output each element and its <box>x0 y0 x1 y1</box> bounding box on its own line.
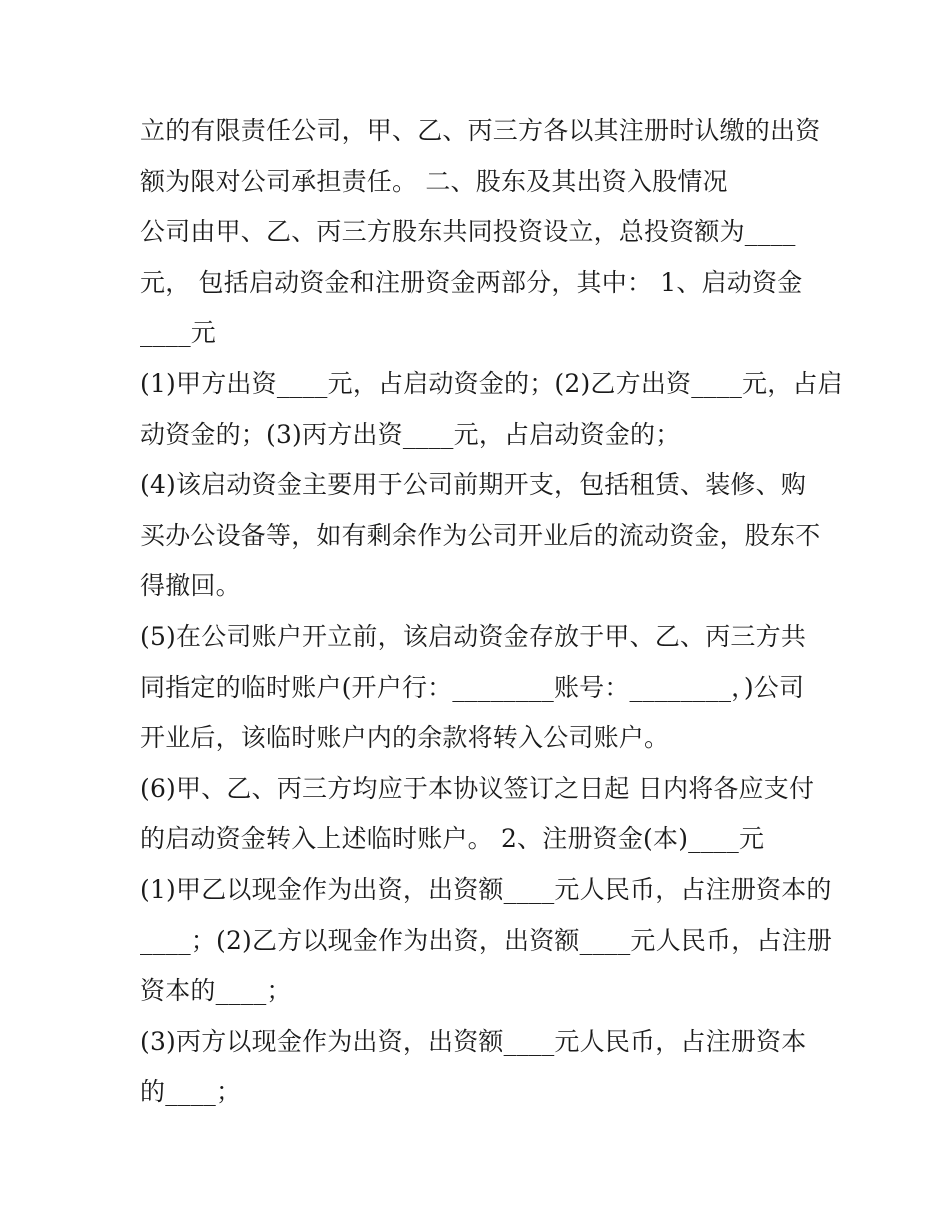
text-line: 额为限对公司承担责任。 二、股东及其出资入股情况 <box>140 166 728 196</box>
text-line: 买办公设备等，如有剩余作为公司开业后的流动资金，股东不 <box>140 520 821 550</box>
text-line: (5)在公司账户开立前，该启动资金存放于甲、乙、丙三方共 <box>140 621 807 651</box>
text-line: 元， 包括启动资金和注册资金两部分，其中： 1、启动资金 <box>140 267 803 297</box>
text-line: 公司由甲、乙、丙三方股东共同投资设立，总投资额为____ <box>140 217 796 247</box>
text-line: (1)甲方出资____元，占启动资金的；(2)乙方出资____元，占启 <box>140 368 843 398</box>
text-line: (4)该启动资金主要用于公司前期开支，包括租赁、装修、购 <box>140 470 807 500</box>
text-line: (3)丙方以现金作为出资，出资额____元人民币，占注册资本 <box>140 1026 807 1056</box>
text-line: 同指定的临时账户(开户行：________账号：________，)公司 <box>140 672 805 702</box>
text-line: ____元 <box>140 318 217 348</box>
text-line: 立的有限责任公司，甲、乙、丙三方各以其注册时认缴的出资 <box>140 116 821 145</box>
text-line: 得撤回。 <box>140 571 241 601</box>
text-line: (6)甲、乙、丙三方均应于本协议签订之日起 日内将各应支付 <box>140 773 815 803</box>
text-line: 开业后，该临时账户内的余款将转入公司账户。 <box>140 723 670 753</box>
agreement-text <box>140 106 843 1118</box>
text-line: 的启动资金转入上述临时账户。 2、注册资金(本)____元 <box>140 824 765 854</box>
text-line: (1)甲乙以现金作为出资，出资额____元人民币，占注册资本的 <box>140 874 832 904</box>
text-line: 动资金的；(3)丙方出资____元，占启动资金的； <box>140 419 681 449</box>
text-line: 资本的____； <box>140 976 292 1006</box>
text-line: ____；(2)乙方以现金作为出资，出资额____元人民币，占注册 <box>140 925 833 955</box>
text-line: 的____； <box>140 1077 242 1107</box>
